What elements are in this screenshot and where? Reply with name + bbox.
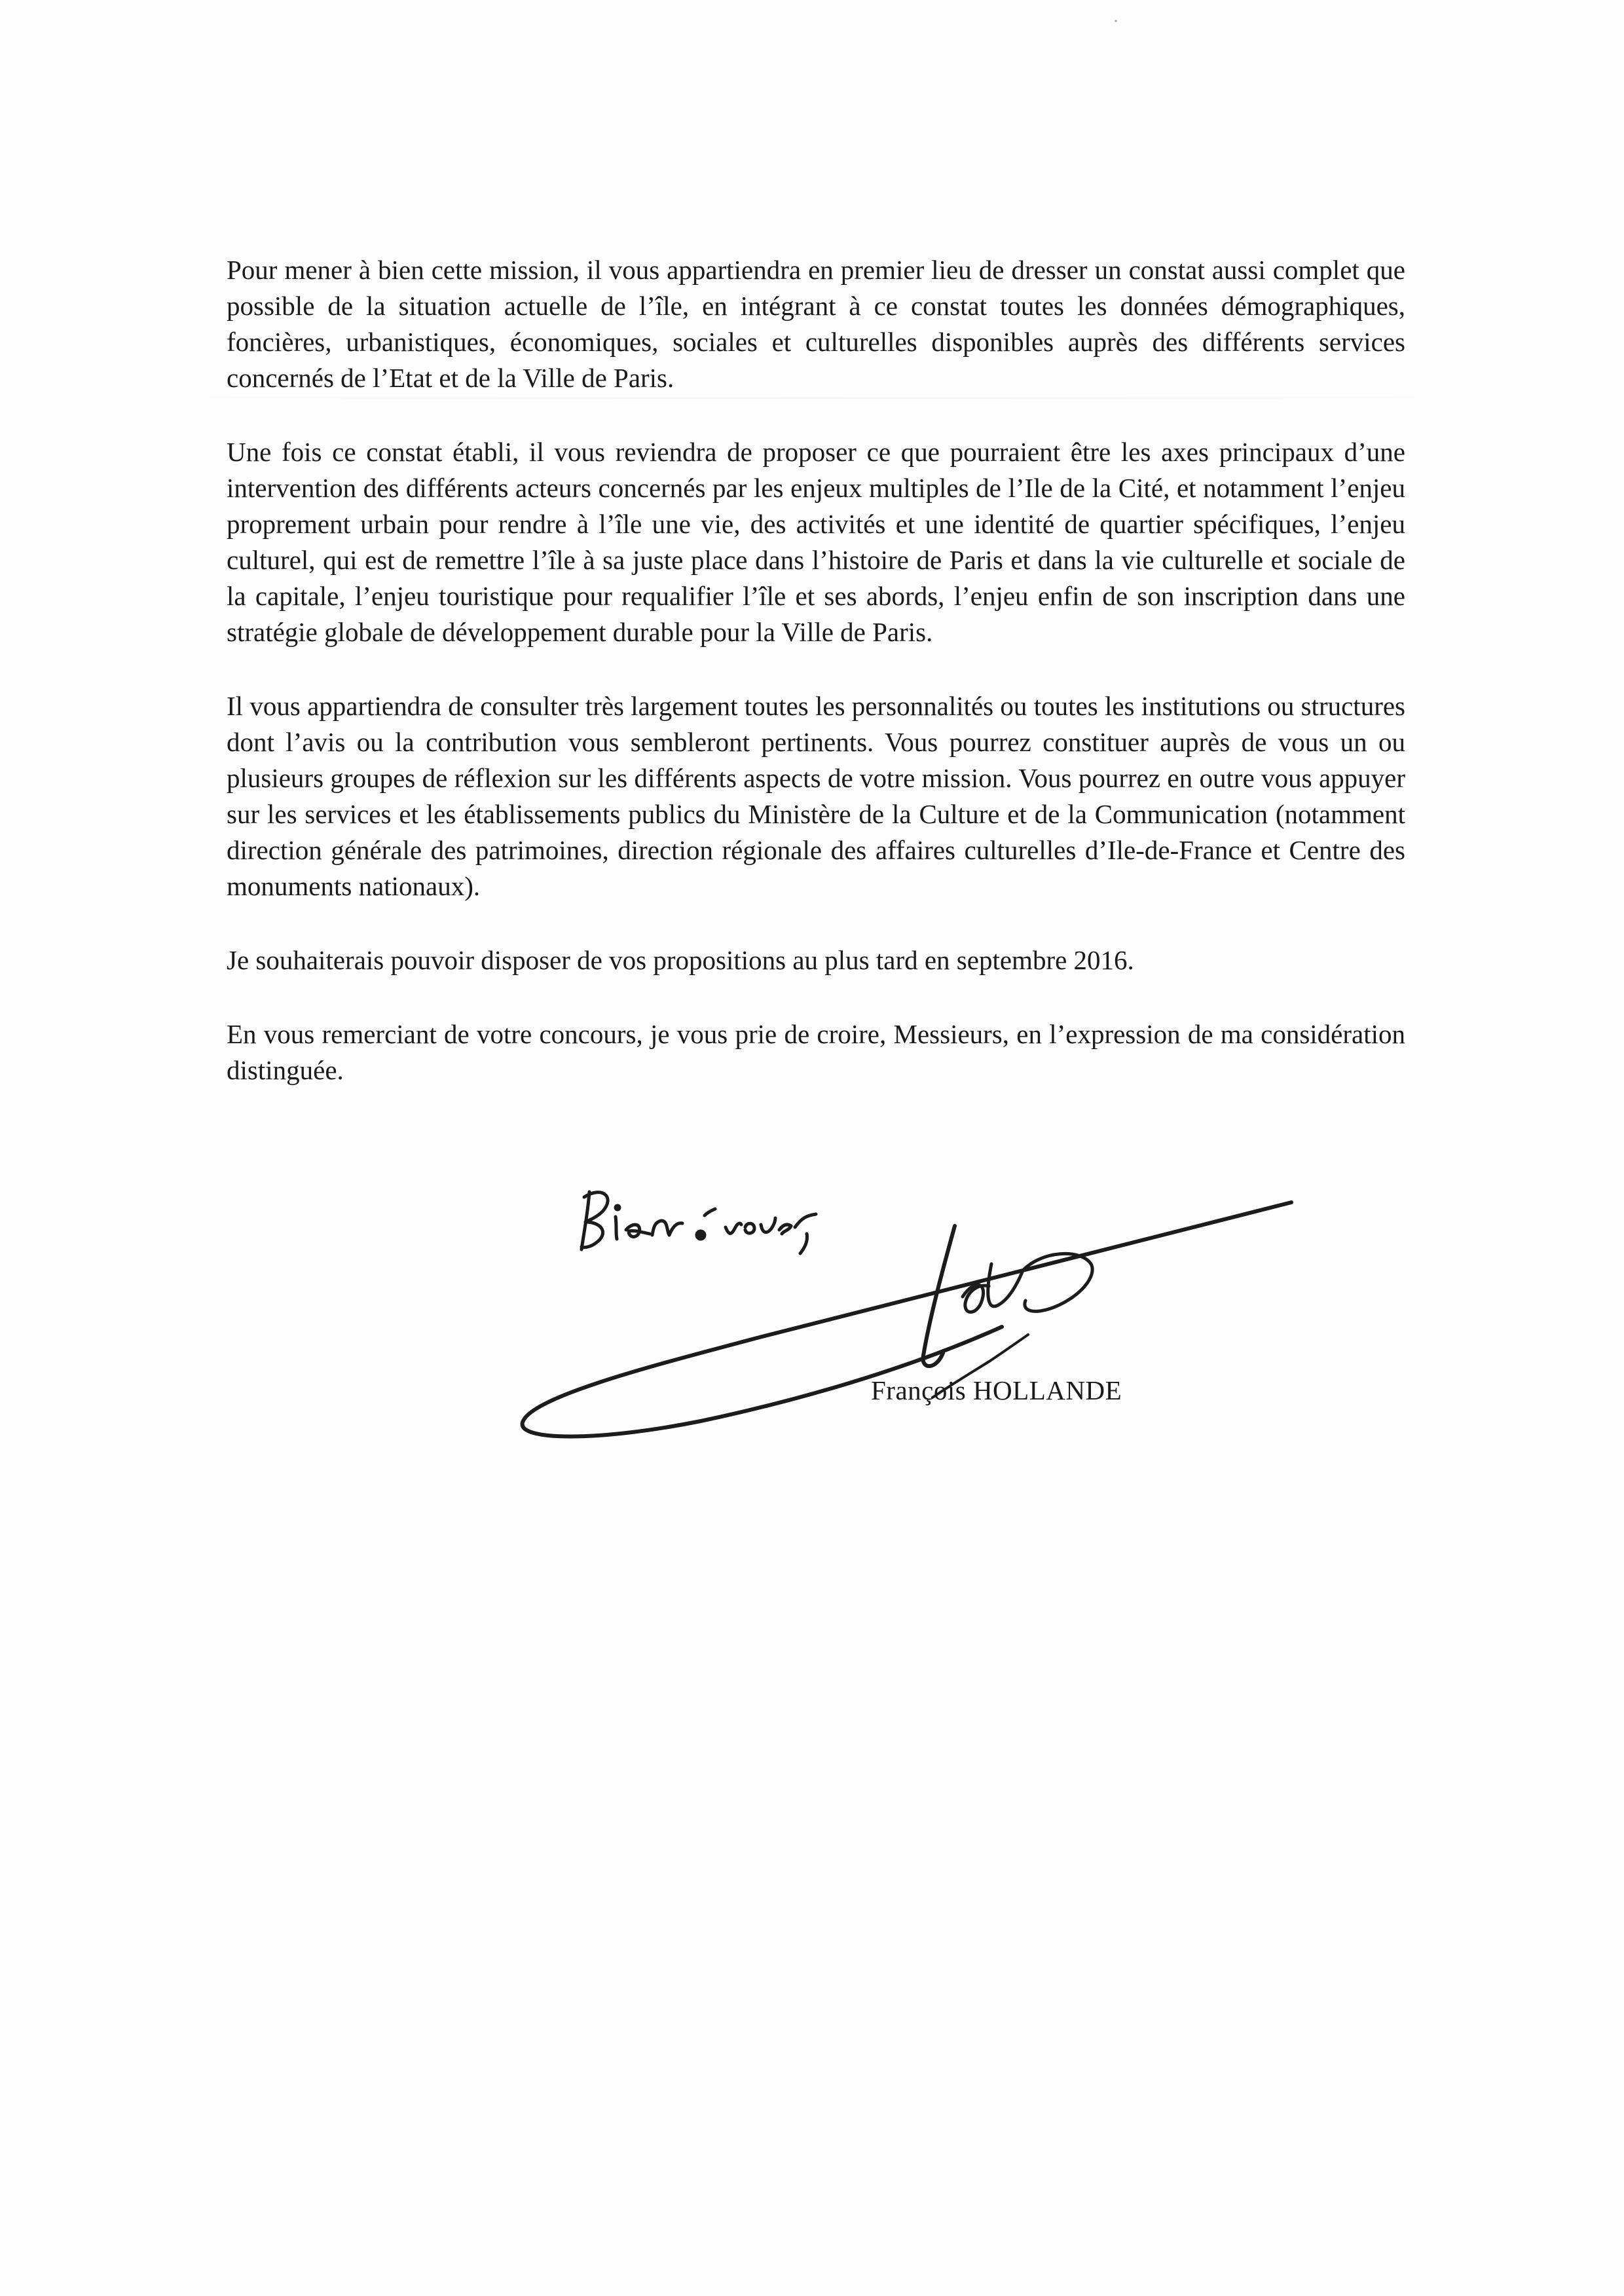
paragraph-deadline: Je souhaiterais pouvoir disposer de vos propositions au plus tard en septembre 2016. (227, 945, 1134, 975)
handwritten-closing-note (581, 1192, 816, 1253)
paragraph-consultation: Il vous appartiendra de consulter très largement toutes les personnalités ou toutes les institutions ou structures dont l’avis ou la contribution vous sembleront pertinents. Vous pourrez constituer auprès de vous un ou plusieurs groupes de réflexion sur les différents aspects de votre mission. Vous pourrez en outre vous appuyer sur les services et les établissements publics du Ministère de la Culture et de la Communication (notamment direction générale des patrimoines, direction régionale des affaires culturelles d’Ile-de-France et Centre des monuments nationaux). (227, 691, 1405, 901)
letter-body (227, 252, 1405, 1126)
signature-block (504, 1166, 1310, 1447)
paragraph-mission-constat: Pour mener à bien cette mission, il vous appartiendra en premier lieu de dresser un constat aussi complet que possible de la situation actuelle de l’île, en intégrant à ce constat toutes les données démographiques, foncières, urbanistiques, économiques, sociales et culturelles disponibles auprès des différents services concernés de l’Etat et de la Ville de Paris. (227, 255, 1405, 393)
paragraph-closing: En vous remerciant de votre concours, je vous prie de croire, Messieurs, en l’expression de ma considération distinguée. (227, 1019, 1405, 1085)
signer-name: François HOLLANDE (871, 1375, 1122, 1405)
scan-speck (1115, 20, 1117, 22)
paragraph-axes-intervention: Une fois ce constat établi, il vous reviendra de proposer ce que pourraient être les axes principaux d’une intervention des différents acteurs concernés par les enjeux multiples de l’Ile de la Cité, et notamment l’enjeu proprement urbain pour rendre à l’île une vie, des activités et une identité de quartier spécifiques, l’enjeu culturel, qui est de remettre l’île à sa juste place dans l’histoire de Paris et dans la vie culturelle et sociale de la capitale, l’enjeu touristique pour requalifier l’île et ses abords, l’enjeu enfin de son inscription dans une stratégie globale de développement durable pour la Ville de Paris. (227, 437, 1405, 647)
